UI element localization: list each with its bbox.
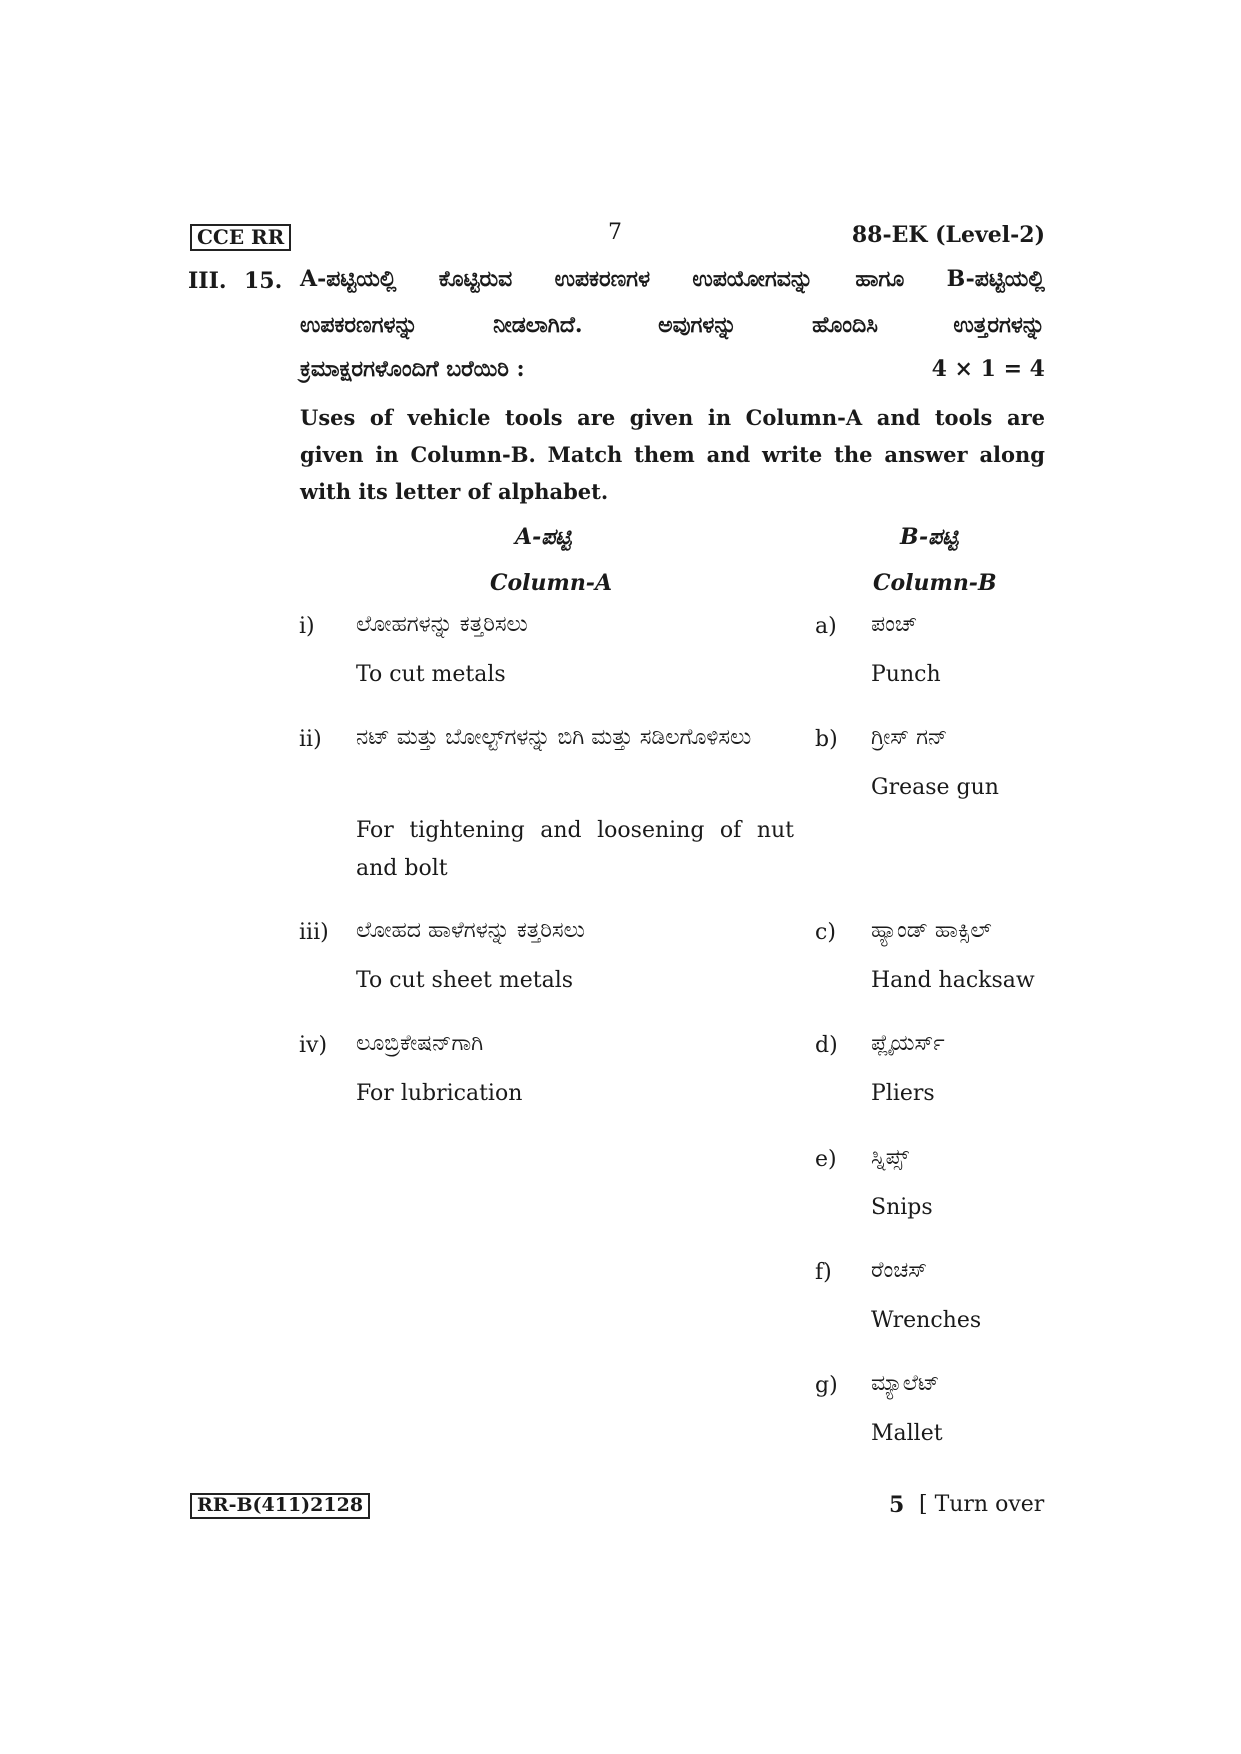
column-b-heading-kannada: B-ಪಟ್ಟಿ [900, 524, 959, 550]
kannada-instruction-line-3: ಕ್ರಮಾಕ್ಷರಗಳೊಂದಿಗೆ ಬರೆಯಿರಿ : [300, 356, 525, 382]
column-b-label-g: g) [815, 1373, 838, 1398]
page-number: 7 [608, 220, 622, 245]
english-instruction-line-3: with its letter of alphabet. [300, 479, 609, 504]
column-b-label-a: a) [815, 614, 837, 639]
column-b-item-g-kannada: ಮ್ಯಾಲೆಟ್ [871, 1371, 940, 1396]
column-b-item-g-english: Mallet [871, 1421, 943, 1446]
column-b-label-c: c) [815, 920, 836, 945]
footer-paper-code-box: RR-B(411)2128 [190, 1493, 370, 1519]
column-b-item-d-english: Pliers [871, 1081, 935, 1106]
column-b-item-a-english: Punch [871, 662, 941, 687]
paper-code-box: CCE RR [190, 224, 291, 251]
column-b-item-a-kannada: ಪಂಚ್ [871, 612, 918, 637]
column-a-label-iv: iv) [299, 1033, 328, 1058]
column-a-label-i: i) [299, 614, 315, 639]
kannada-instruction-line-1: A-ಪಟ್ಟಿಯಲ್ಲಿ ಕೊಟ್ಟಿರುವ ಉಪಕರಣಗಳ ಉಪಯೋಗವನ್ನು ಹಾಗೂ B-ಪಟ್ಟಿಯಲ್ಲಿ [300, 266, 1045, 292]
turn-over-note: [ Turn over [919, 1492, 1045, 1517]
column-b-label-e: e) [815, 1147, 837, 1172]
english-instruction-line-1: Uses of vehicle tools are given in Column-A and tools are [300, 405, 1045, 430]
column-b-item-e-kannada: ಸ್ನಿಪ್ಸ್ [871, 1145, 909, 1170]
column-b-item-d-kannada: ಪ್ಲೈಯರ್ಸ್ [871, 1031, 945, 1056]
column-b-label-b: b) [815, 727, 838, 752]
column-a-item-iv-english: For lubrication [356, 1081, 523, 1106]
column-a-item-ii-english: For tightening and loosening of nut and bolt [356, 818, 794, 881]
column-b-item-e-english: Snips [871, 1195, 933, 1220]
kannada-instruction-line-2: ಉಪಕರಣಗಳನ್ನು ನೀಡಲಾಗಿದೆ. ಅವುಗಳನ್ನು ಹೊಂದಿಸಿ ಉತ್ತರಗಳನ್ನು [300, 312, 1045, 338]
column-a-heading: Column-A [490, 570, 613, 596]
column-b-label-d: d) [815, 1033, 838, 1058]
column-a-item-i-english: To cut metals [356, 662, 506, 687]
column-a-item-i-kannada: ಲೋಹಗಳನ್ನು ಕತ್ತರಿಸಲು [356, 612, 528, 637]
column-b-heading: Column-B [873, 570, 997, 596]
column-b-label-f: f) [815, 1260, 832, 1285]
column-a-heading-kannada: A-ಪಟ್ಟಿ [515, 524, 572, 550]
english-instruction-line-2: given in Column-B. Match them and write the answer along [300, 442, 1045, 467]
footer-page-ref: 5 [889, 1492, 905, 1518]
column-b-item-b-english: Grease gun [871, 775, 999, 800]
column-b-item-b-kannada: ಗ್ರೀಸ್ ಗನ್ [871, 725, 948, 750]
column-b-item-f-english: Wrenches [871, 1308, 982, 1333]
question-number: 15. [244, 268, 283, 294]
column-b-item-c-english: Hand hacksaw [871, 968, 1035, 993]
column-a-item-iii-english: To cut sheet metals [356, 968, 574, 993]
column-a-item-ii-kannada: ನಟ್ ಮತ್ತು ಬೋಲ್ಟ್‌ಗಳನ್ನು ಬಿಗಿ ಮತ್ತು ಸಡಿಲಗೊಳಿಸಲು [356, 725, 752, 750]
column-a-label-ii: ii) [299, 727, 322, 752]
column-b-item-c-kannada: ಹ್ಯಾಂಡ್ ಹಾಕ್ಸಿಲ್ [871, 918, 992, 943]
section-number: III. [188, 268, 227, 294]
column-a-label-iii: iii) [299, 920, 329, 945]
column-a-item-iii-kannada: ಲೋಹದ ಹಾಳೆಗಳನ್ನು ಕತ್ತರಿಸಲು [356, 918, 585, 943]
column-a-item-iv-kannada: ಲೂಬ್ರಿಕೇಷನ್‌ಗಾಗಿ [356, 1031, 484, 1056]
paper-level-code: 88-EK (Level-2) [851, 222, 1045, 248]
marks-allocation: 4 × 1 = 4 [931, 356, 1045, 382]
column-b-item-f-kannada: ರೆಂಚಸ್ [871, 1258, 928, 1283]
